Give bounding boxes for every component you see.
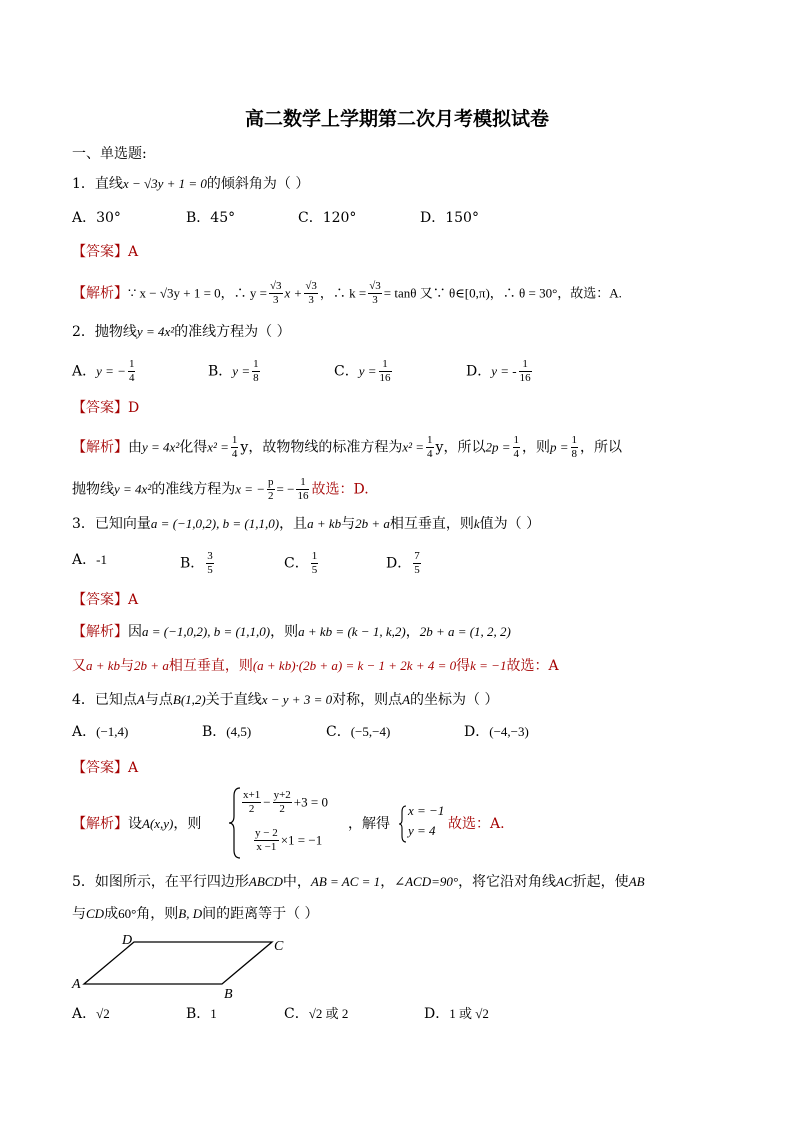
q4-system-eq1: $\frac{x+1}{2}$ − $\frac{y+2}{2}$ +3 = 0	[243, 789, 328, 815]
q4-solution-x: x = −1	[408, 803, 445, 818]
vertex-label-b: B	[224, 987, 233, 1000]
q4-option-b[interactable]: B．(4,5)	[202, 724, 252, 740]
q1-option-c[interactable]: C．120°	[298, 210, 357, 226]
q4-analysis-end: 故选：A.	[448, 816, 505, 832]
q3-option-d[interactable]: D． $\frac{7}{5}$	[386, 550, 420, 576]
q3-option-b[interactable]: B． $\frac{3}{5}$	[180, 550, 213, 576]
q5-option-b[interactable]: B．1	[186, 1006, 217, 1022]
q4-system-eq2: $\frac{y - 2}{x -1}$ ×1 = −1	[255, 827, 323, 853]
q1-option-a[interactable]: A．30°	[72, 210, 121, 226]
page-title: 高二数学上学期第二次月考模拟试卷	[244, 108, 549, 130]
q3-stem: 3．已知向量a = (−1,0,2), b = (1,1,0)，且a + kb与2b + a相互垂直，则k值为（ ）	[72, 516, 541, 532]
q3-analysis-line1: 【解析】因a = (−1,0,2), b = (1,1,0)，则a + kb = (k − 1, k,2)，2b + a = (1, 2, 2)	[72, 624, 511, 640]
vertex-label-a: A	[72, 977, 81, 992]
q3-answer: 【答案】A	[72, 592, 139, 608]
q3-option-a[interactable]: A．-1	[72, 552, 107, 568]
q4-option-d[interactable]: D．(−4,−3)	[464, 724, 529, 740]
q1-option-b[interactable]: B．45°	[186, 210, 236, 226]
q4-option-c[interactable]: C．(−5,−4)	[326, 724, 391, 740]
vertex-label-d: D	[122, 933, 133, 948]
q4-analysis-solve: ，解得	[348, 816, 390, 832]
q5-option-d[interactable]: D．1 或 √2	[424, 1006, 489, 1022]
q4-solution-brace	[398, 804, 408, 844]
q2-option-d[interactable]: D．y = - $\frac{1}{16}$	[466, 358, 531, 384]
q2-analysis-line2: 抛物线y = 4x²的准线方程为x = − $\frac{p}{2}$ = − $\frac{1}{16}$ 故选：D.	[72, 476, 369, 502]
q1-stem: 1．直线x − √3y + 1 = 0的倾斜角为（ ）	[72, 176, 310, 192]
q2-answer: 【答案】D	[72, 400, 140, 416]
q3-analysis-line2: 又a + kb与2b + a相互垂直，则(a + kb)·(2b + a) = k − 1 + 2k + 4 = 0得k = −1故选：A	[72, 658, 559, 674]
q4-stem: 4．已知点A与点B(1,2)关于直线x − y + 3 = 0对称，则点A的坐标为（ ）	[72, 692, 499, 708]
q2-analysis-line1: 【解析】由y = 4x²化得x² = $\frac{1}{4}$ y，故物物线的标准方程为x² = $\frac{1}{4}$ y，所以2p = $\frac{1}{4}$ ，则p = $\frac{1}{8}$ ，所以	[72, 434, 623, 460]
q5-parallelogram-figure	[70, 930, 300, 1000]
q5-stem-line2: 与CD成60°角，则B, D间的距离等于（ ）	[72, 906, 319, 922]
q4-answer: 【答案】A	[72, 760, 139, 776]
q1-option-d[interactable]: D．150°	[420, 210, 479, 226]
q2-stem: 2．抛物线y = 4x²的准线方程为（ ）	[72, 324, 291, 340]
q1-answer: 【答案】A	[72, 244, 139, 260]
q5-stem-line1: 5．如图所示，在平行四边形ABCD中，AB = AC = 1，∠ACD=90°，将它沿对角线AC折起，使AB	[72, 874, 645, 890]
q1-analysis: 【解析】∵ x − √3y + 1 = 0，∴ y = $\frac{√3}{3}$ x + $\frac{√3}{3}$ ，∴ k = $\frac{√3}{3}$ = tanθ 又∵ θ∈[0,π)，∴ θ = 30°，故选：A.	[72, 280, 622, 306]
q3-option-c[interactable]: C． $\frac{1}{5}$	[284, 550, 318, 576]
parallelogram-abcd	[84, 942, 272, 984]
q2-option-c[interactable]: C．y = $\frac{1}{16}$	[334, 358, 391, 384]
q5-option-a[interactable]: A．√2	[72, 1006, 110, 1022]
vertex-label-c: C	[274, 939, 284, 954]
section-heading: 一、单选题:	[72, 146, 147, 162]
q4-option-a[interactable]: A．(−1,4)	[72, 724, 129, 740]
q2-option-a[interactable]: A．y = − $\frac{1}{4}$	[72, 358, 135, 384]
q4-analysis-lead: 【解析】设A(x,y)，则	[72, 816, 202, 832]
q4-solution-y: y = 4	[408, 823, 436, 838]
q5-option-c[interactable]: C．√2 或 2	[284, 1006, 349, 1022]
q2-option-b[interactable]: B．y = $\frac{1}{8}$	[208, 358, 259, 384]
